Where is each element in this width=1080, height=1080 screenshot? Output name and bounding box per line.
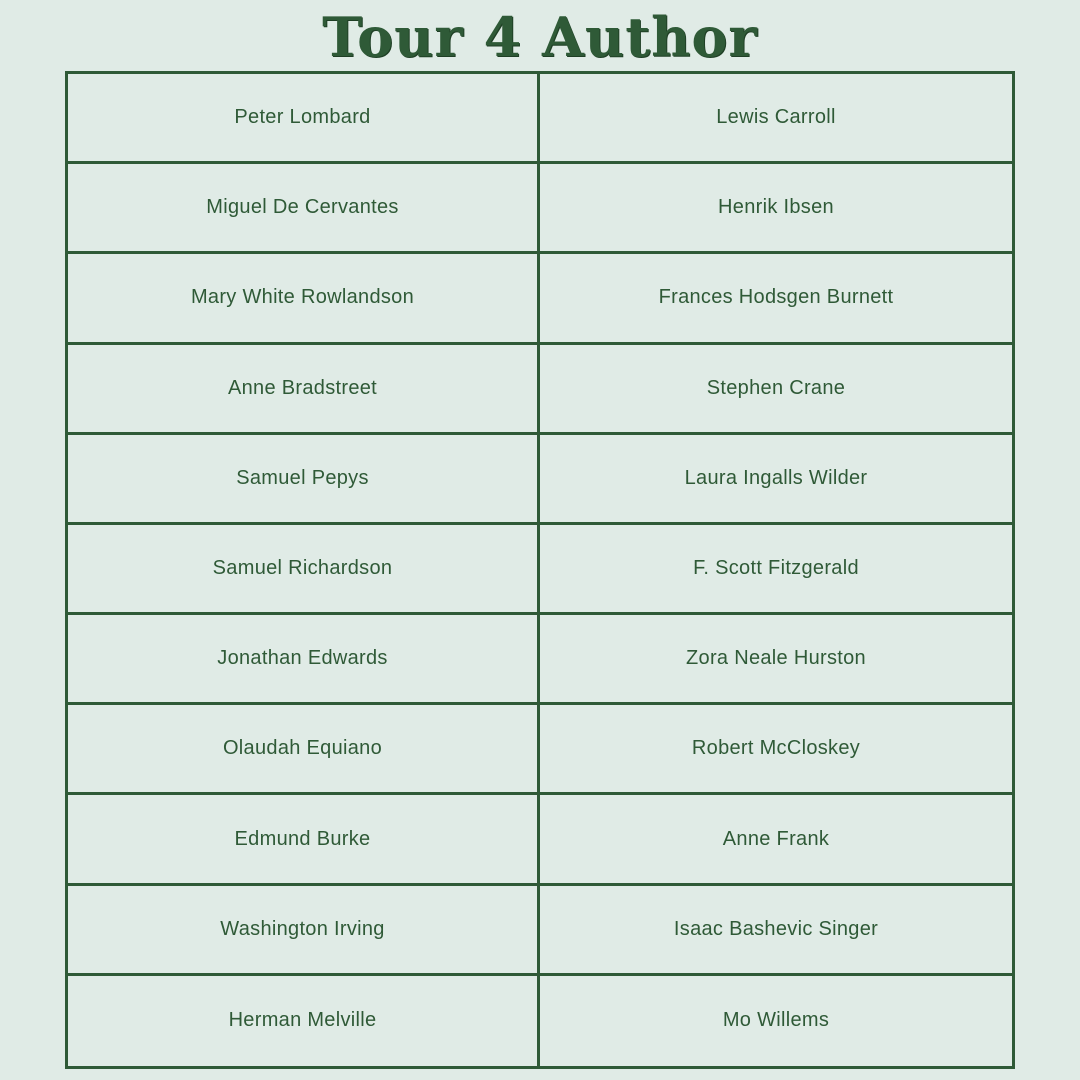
table-cell-right: Henrik Ibsen [540, 164, 1012, 254]
table-cell-right: Laura Ingalls Wilder [540, 435, 1012, 525]
table-cell-left: Mary White Rowlandson [68, 254, 540, 344]
table-cell-right: Frances Hodsgen Burnett [540, 254, 1012, 344]
page-title: Tour 4 Author [322, 5, 758, 69]
table-cell-left: Herman Melville [68, 976, 540, 1066]
table-cell-right: Stephen Crane [540, 345, 1012, 435]
table-cell-left: Miguel De Cervantes [68, 164, 540, 254]
table-cell-right: F. Scott Fitzgerald [540, 525, 1012, 615]
table-cell-left: Peter Lombard [68, 74, 540, 164]
table-cell-left: Jonathan Edwards [68, 615, 540, 705]
table-cell-right: Robert McCloskey [540, 705, 1012, 795]
table-cell-right: Mo Willems [722, 1009, 830, 1032]
table-cell-left: Anne Bradstreet [68, 345, 540, 435]
table-cell-right: Anne Frank [540, 795, 1012, 885]
table-cell-left: Olaudah Equiano [68, 705, 540, 795]
table-cell-left: Samuel Richardson [68, 525, 540, 615]
author-table [65, 71, 1015, 1069]
table-cell-left: Edmund Burke [68, 795, 540, 885]
table-cell-right: Zora Neale Hurston [540, 615, 1012, 705]
table-cell-left: Washington Irving [68, 886, 540, 976]
table-cell-left: Samuel Pepys [68, 435, 540, 525]
table-cell-right: Lewis Carroll [540, 74, 1012, 164]
table-cell-right: Isaac Bashevic Singer [540, 886, 1012, 976]
